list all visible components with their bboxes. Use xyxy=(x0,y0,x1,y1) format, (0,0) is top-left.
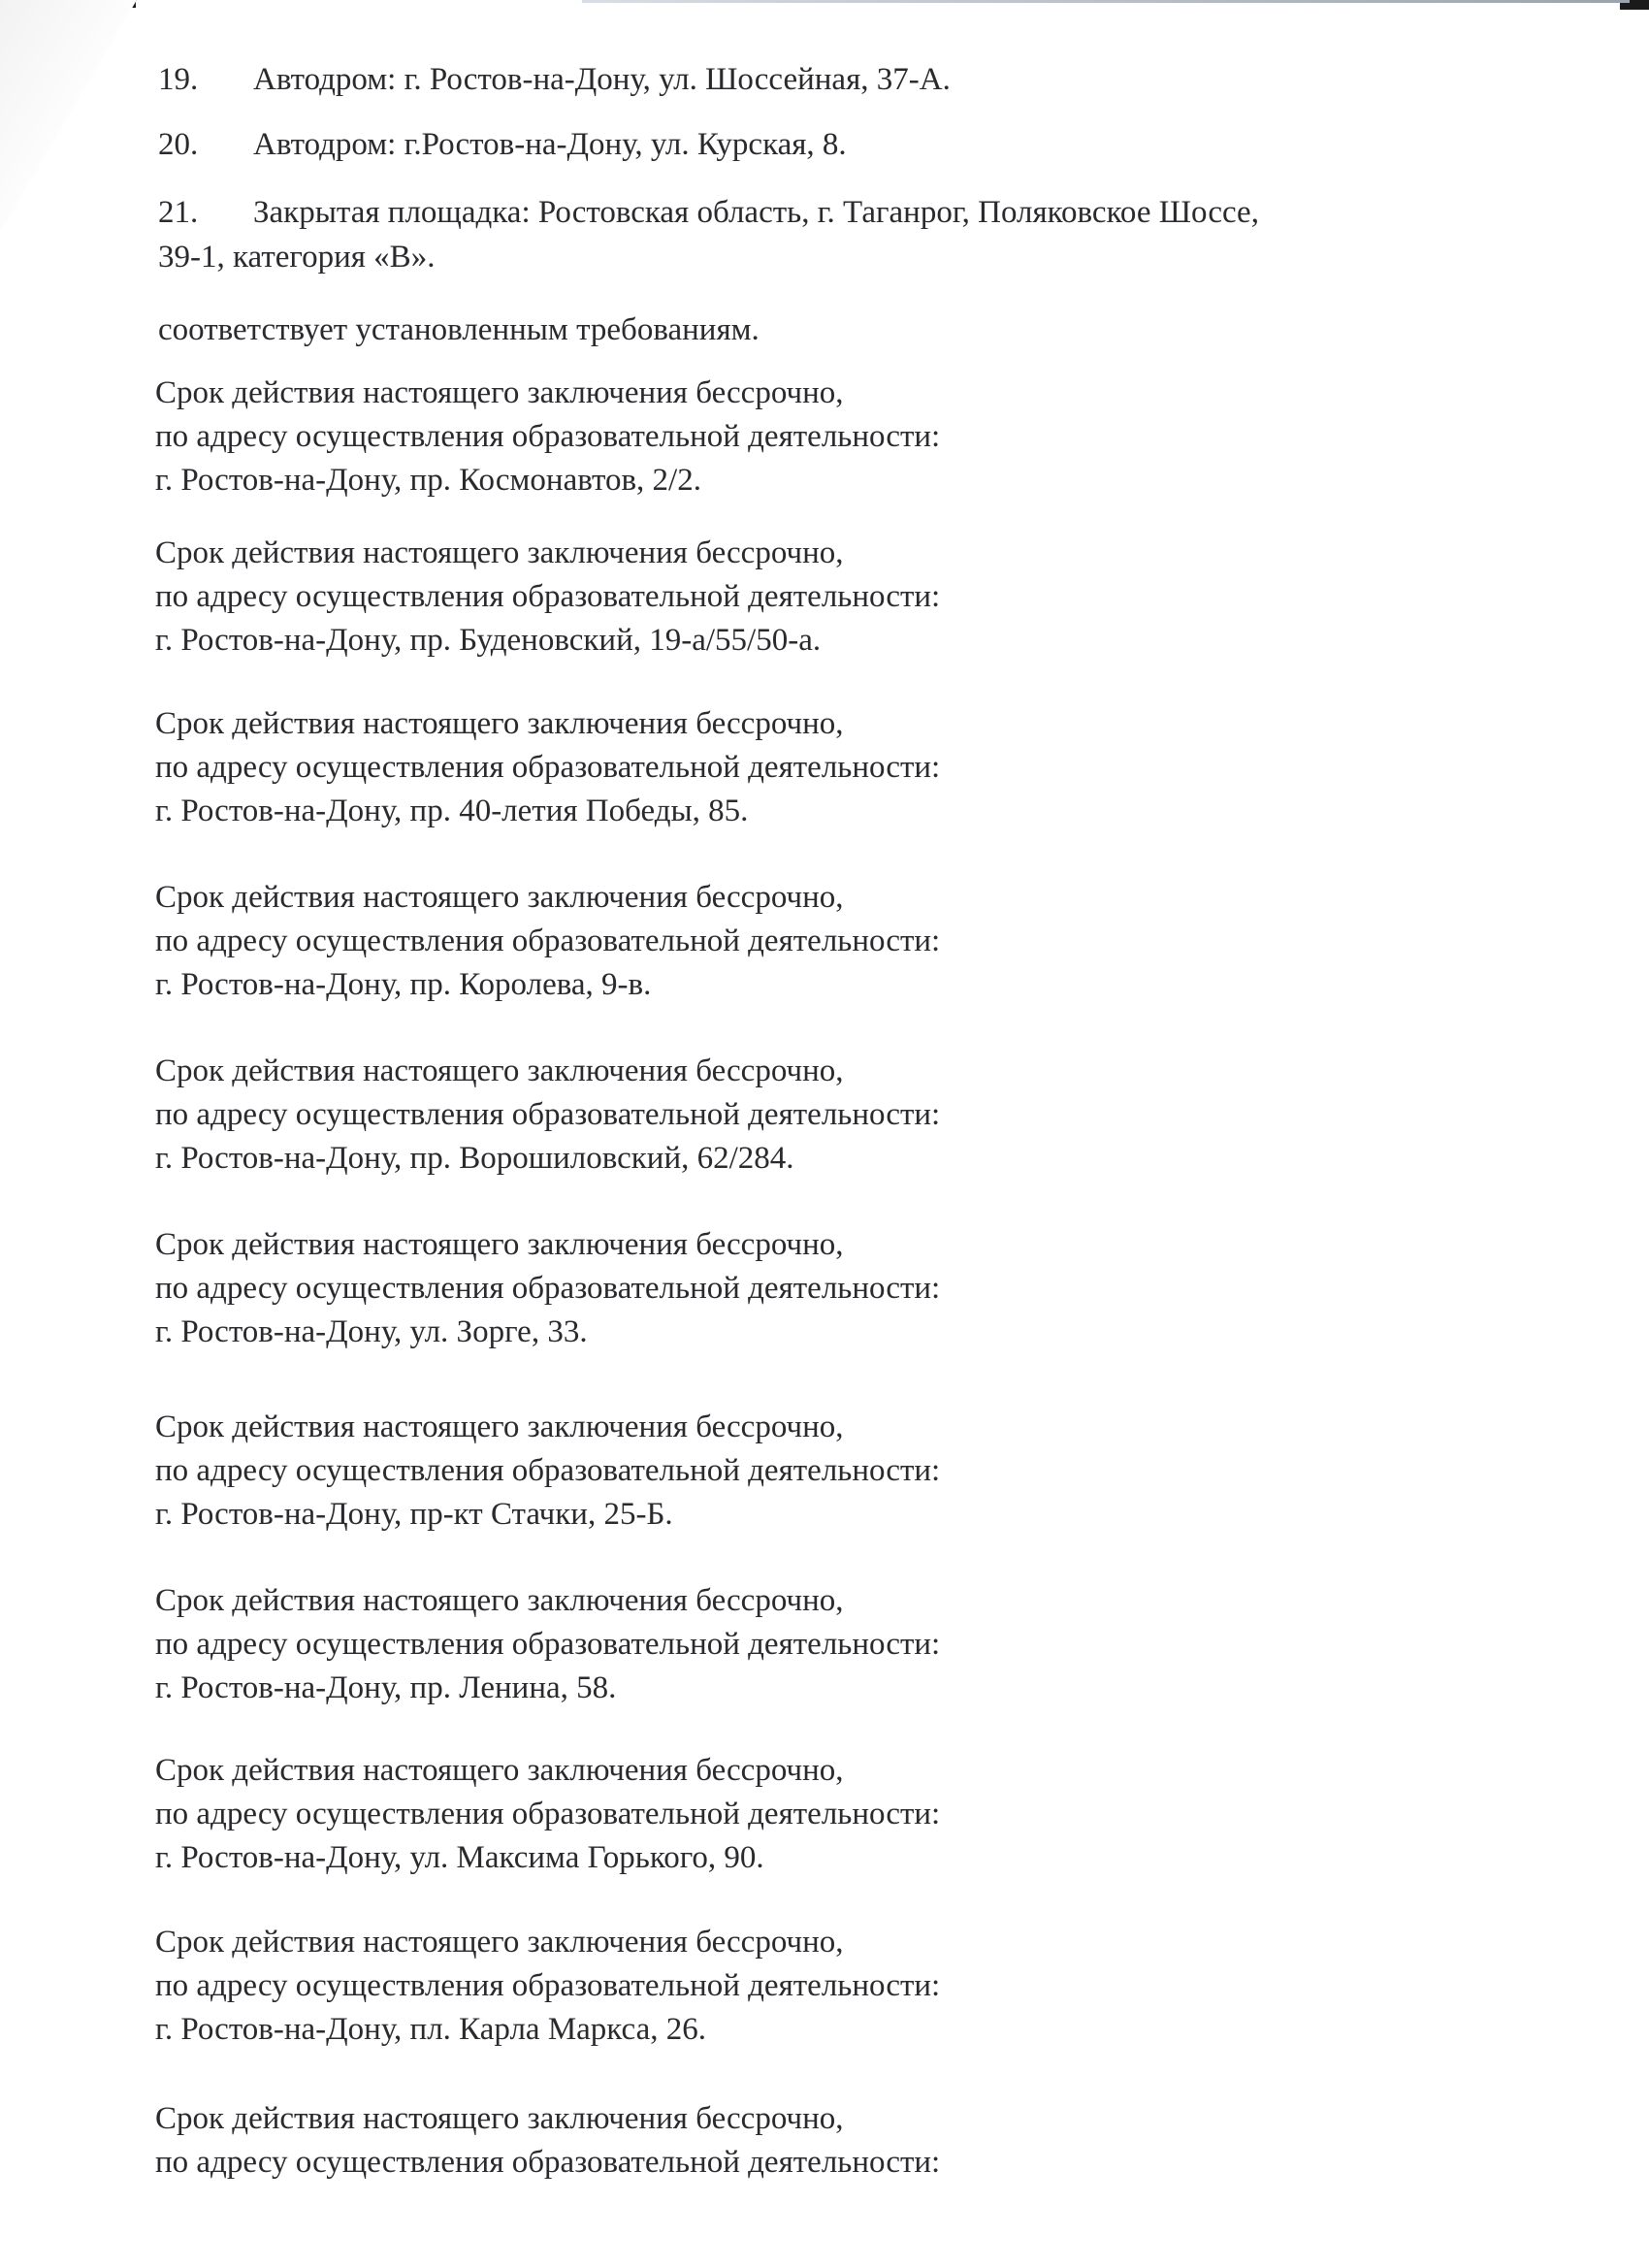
address-line: по адресу осуществления образовательной деятельности: xyxy=(155,579,941,614)
list-item-number: 21. xyxy=(158,195,199,230)
validity-block xyxy=(155,1223,940,1354)
list-item-text: Автодром: г. Ростов-на-Дону, ул. Шоссейная, 37-А. xyxy=(253,62,951,97)
address-line: по адресу осуществления образовательной деятельности: xyxy=(155,419,941,454)
validity-line: Срок действия настоящего заключения бессрочно, xyxy=(155,1227,844,1262)
validity-block xyxy=(155,1050,940,1181)
address: г. Ростов-на-Дону, ул. Максима Горького, 90. xyxy=(155,1840,764,1875)
address-line: по адресу осуществления образовательной деятельности: xyxy=(155,1097,941,1132)
address: г. Ростов-на-Дону, пр. Королева, 9-в. xyxy=(155,967,652,1002)
list-item-text: Автодром: г.Ростов-на-Дону, ул. Курская, 8. xyxy=(253,127,847,162)
validity-block xyxy=(155,2097,940,2185)
validity-line: Срок действия настоящего заключения бессрочно, xyxy=(155,1925,844,1960)
validity-line: Срок действия настоящего заключения бессрочно, xyxy=(155,1053,844,1088)
validity-line: Срок действия настоящего заключения бессрочно, xyxy=(155,1409,844,1444)
address-line: по адресу осуществления образовательной деятельности: xyxy=(155,923,941,958)
address-line: по адресу осуществления образовательной деятельности: xyxy=(155,2145,941,2180)
conclusion-text: соответствует установленным требованиям. xyxy=(158,312,760,347)
list-item-20 xyxy=(158,125,847,164)
address: г. Ростов-на-Дону, пл. Карла Маркса, 26. xyxy=(155,2012,706,2047)
validity-line: Срок действия настоящего заключения бессрочно, xyxy=(155,375,844,410)
list-item-text: Закрытая площадка: Ростовская область, г. Таганрог, Поляковское Шоссе, xyxy=(253,195,1259,230)
validity-block xyxy=(155,532,940,663)
address-line: по адресу осуществления образовательной деятельности: xyxy=(155,1453,941,1488)
address: г. Ростов-на-Дону, пр. Ворошиловский, 62/284. xyxy=(155,1141,794,1176)
validity-line: Срок действия настоящего заключения бессрочно, xyxy=(155,535,844,570)
address: г. Ростов-на-Дону, пр-кт Стачки, 25-Б. xyxy=(155,1497,673,1532)
validity-block xyxy=(155,1406,940,1537)
list-item-19 xyxy=(158,60,951,99)
address: г. Ростов-на-Дону, пр. Космонавтов, 2/2. xyxy=(155,463,701,498)
address: г. Ростов-на-Дону, пр. 40-летия Победы, 85. xyxy=(155,794,749,828)
validity-block xyxy=(155,372,940,502)
validity-line: Срок действия настоящего заключения бессрочно, xyxy=(155,880,844,915)
address-line: по адресу осуществления образовательной деятельности: xyxy=(155,1271,941,1306)
address: г. Ростов-на-Дону, ул. Зорге, 33. xyxy=(155,1314,588,1349)
list-item-number: 20. xyxy=(158,127,199,162)
validity-line: Срок действия настоящего заключения бессрочно, xyxy=(155,706,844,741)
validity-block xyxy=(155,1749,940,1880)
address: г. Ростов-на-Дону, пр. Буденовский, 19-а/55/50-а. xyxy=(155,623,822,658)
validity-block xyxy=(155,702,940,833)
list-item-number: 19. xyxy=(158,62,199,97)
address-line: по адресу осуществления образовательной деятельности: xyxy=(155,1627,941,1662)
validity-line: Срок действия настоящего заключения бессрочно, xyxy=(155,1753,844,1788)
list-item-21 xyxy=(158,193,1259,232)
address-line: по адресу осуществления образовательной деятельности: xyxy=(155,1797,941,1831)
address: г. Ростов-на-Дону, пр. Ленина, 58. xyxy=(155,1670,617,1705)
validity-line: Срок действия настоящего заключения бессрочно, xyxy=(155,2101,844,2136)
page-fold-corner xyxy=(0,0,137,233)
address-line: по адресу осуществления образовательной деятельности: xyxy=(155,1968,941,2003)
validity-block xyxy=(155,1579,940,1710)
validity-block xyxy=(155,876,940,1007)
validity-block xyxy=(155,1921,940,2052)
list-item-21-continuation: 39-1, категория «В». xyxy=(158,240,436,275)
validity-line: Срок действия настоящего заключения бессрочно, xyxy=(155,1583,844,1618)
scan-border xyxy=(582,0,1630,3)
address-line: по адресу осуществления образовательной деятельности: xyxy=(155,750,941,785)
